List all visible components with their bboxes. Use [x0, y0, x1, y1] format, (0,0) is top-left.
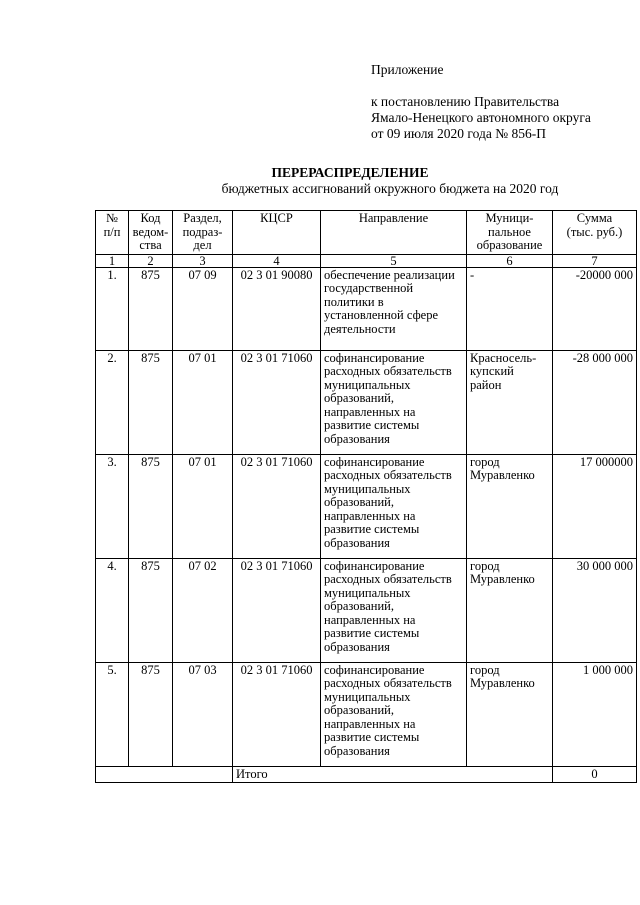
- table-row: [96, 662, 637, 766]
- direction-cell: [321, 454, 467, 558]
- section-code: 07 01: [173, 454, 233, 558]
- direction-line: софинансирование: [324, 662, 425, 677]
- header-number: [96, 211, 129, 255]
- header-text: подраз-: [182, 224, 223, 239]
- section-code: 07 01: [173, 350, 233, 454]
- amount: 1 000 000: [553, 662, 637, 766]
- municipality-line: Красносель-: [470, 350, 537, 365]
- direction-line: развитие системы: [324, 418, 420, 432]
- table-row: [96, 558, 637, 662]
- direction-line: образования: [324, 535, 390, 550]
- direction-line: образований,: [324, 703, 395, 717]
- direction-line: направленных на: [324, 716, 416, 731]
- direction-line: муниципальных: [324, 481, 411, 496]
- municipality-cell: [467, 454, 553, 558]
- header-kcsr: [233, 211, 321, 255]
- kcsr-code: 02 3 01 71060: [233, 662, 321, 766]
- reallocation-table: [95, 210, 637, 783]
- direction-line: государственной: [324, 281, 414, 295]
- amount: 30 000 000: [553, 558, 637, 662]
- direction-line: образований,: [324, 495, 395, 509]
- column-number: 5: [321, 254, 467, 267]
- direction-line: расходных обязательств: [324, 468, 452, 482]
- municipality-cell: [467, 558, 553, 662]
- direction-line: образования: [324, 639, 390, 654]
- municipality-cell: [467, 267, 553, 350]
- direction-line: деятельности: [324, 321, 396, 336]
- direction-line: муниципальных: [324, 689, 411, 704]
- amount: -20000 000: [553, 267, 637, 350]
- column-number: 3: [173, 254, 233, 267]
- header-text: Код: [140, 211, 161, 225]
- column-number: 4: [233, 254, 321, 267]
- header-text: п/п: [103, 224, 121, 239]
- direction-line: установленной сфере: [324, 308, 439, 322]
- direction-line: образований,: [324, 599, 395, 613]
- column-number: 1: [96, 254, 129, 267]
- header-text: ства: [139, 238, 162, 252]
- header-text: Направление: [358, 211, 429, 225]
- column-number-row: [96, 254, 637, 267]
- section-code: 07 02: [173, 558, 233, 662]
- total-value: 0: [553, 766, 637, 783]
- row-number: 4.: [96, 558, 129, 662]
- amount: -28 000 000: [553, 350, 637, 454]
- dept-code: 875: [129, 267, 173, 350]
- direction-line: обеспечение реализации: [324, 267, 455, 282]
- municipality-line: Муравленко: [470, 572, 535, 586]
- amount: 17 000000: [553, 454, 637, 558]
- municipality-line: -: [470, 267, 475, 282]
- header-text: Муници-: [485, 211, 534, 225]
- dept-code: 875: [129, 662, 173, 766]
- appendix-line: к постановлению Правительства: [371, 94, 560, 109]
- table-row: [96, 454, 637, 558]
- direction-line: расходных обязательств: [324, 364, 452, 378]
- municipality-line: город: [470, 558, 500, 573]
- appendix-title: Приложение: [371, 62, 444, 77]
- dept-code: 875: [129, 558, 173, 662]
- direction-line: политики в: [324, 294, 384, 309]
- row-number: 2.: [96, 350, 129, 454]
- row-number: 3.: [96, 454, 129, 558]
- kcsr-code: 02 3 01 71060: [233, 350, 321, 454]
- direction-cell: [321, 267, 467, 350]
- direction-line: направленных на: [324, 508, 416, 523]
- table-row: [96, 350, 637, 454]
- header-section: [173, 211, 233, 255]
- header-direction: [321, 211, 467, 255]
- header-text: дел: [193, 238, 212, 252]
- dept-code: 875: [129, 454, 173, 558]
- direction-line: образования: [324, 431, 390, 446]
- direction-line: направленных на: [324, 612, 416, 627]
- column-number: 6: [467, 254, 553, 267]
- municipality-line: город: [470, 662, 500, 677]
- row-number: 1.: [96, 267, 129, 350]
- direction-line: развитие системы: [324, 626, 420, 640]
- header-municipality: [467, 211, 553, 255]
- header-text: Сумма: [576, 211, 613, 225]
- municipality-line: Муравленко: [470, 468, 535, 482]
- header-text: пальное: [488, 224, 531, 239]
- column-number: 7: [553, 254, 637, 267]
- direction-line: образования: [324, 743, 390, 758]
- municipality-line: купский: [470, 364, 514, 378]
- direction-line: образований,: [324, 391, 395, 405]
- municipality-cell: [467, 350, 553, 454]
- header-text: образование: [476, 238, 543, 252]
- direction-line: расходных обязательств: [324, 572, 452, 586]
- direction-line: муниципальных: [324, 585, 411, 600]
- municipality-line: город: [470, 454, 500, 469]
- empty-cell: [96, 766, 233, 783]
- header-text: №: [106, 211, 118, 225]
- appendix-line: Ямало-Ненецкого автономного округа: [371, 110, 591, 125]
- total-label: Итого: [233, 766, 553, 783]
- municipality-line: район: [470, 377, 502, 392]
- appendix-line: от 09 июля 2020 года № 856-П: [371, 126, 546, 141]
- direction-line: софинансирование: [324, 558, 425, 573]
- direction-line: развитие системы: [324, 522, 420, 536]
- direction-line: направленных на: [324, 404, 416, 419]
- direction-line: развитие системы: [324, 730, 420, 744]
- title-sub: бюджетных ассигнований окружного бюджета на 2020 год: [221, 181, 559, 196]
- dept-code: 875: [129, 350, 173, 454]
- document-title: [0, 165, 640, 197]
- table-row: [96, 267, 637, 350]
- direction-line: софинансирование: [324, 454, 425, 469]
- direction-line: расходных обязательств: [324, 676, 452, 690]
- municipality-cell: [467, 662, 553, 766]
- kcsr-code: 02 3 01 71060: [233, 558, 321, 662]
- direction-line: муниципальных: [324, 377, 411, 392]
- direction-cell: [321, 558, 467, 662]
- header-text: КЦСР: [260, 211, 293, 225]
- header-text: (тыс. руб.): [566, 224, 623, 239]
- header-dept-code: [129, 211, 173, 255]
- section-code: 07 03: [173, 662, 233, 766]
- kcsr-code: 02 3 01 90080: [233, 267, 321, 350]
- total-row: [96, 766, 637, 783]
- appendix-block: [371, 62, 591, 142]
- row-number: 5.: [96, 662, 129, 766]
- column-number: 2: [129, 254, 173, 267]
- header-text: ведом-: [132, 224, 169, 239]
- table-header-row: [96, 211, 637, 255]
- direction-cell: [321, 662, 467, 766]
- title-main: ПЕРЕРАСПРЕДЕЛЕНИЕ: [271, 165, 429, 180]
- direction-cell: [321, 350, 467, 454]
- header-amount: [553, 211, 637, 255]
- municipality-line: Муравленко: [470, 676, 535, 690]
- header-text: Раздел,: [183, 211, 222, 225]
- kcsr-code: 02 3 01 71060: [233, 454, 321, 558]
- section-code: 07 09: [173, 267, 233, 350]
- direction-line: софинансирование: [324, 350, 425, 365]
